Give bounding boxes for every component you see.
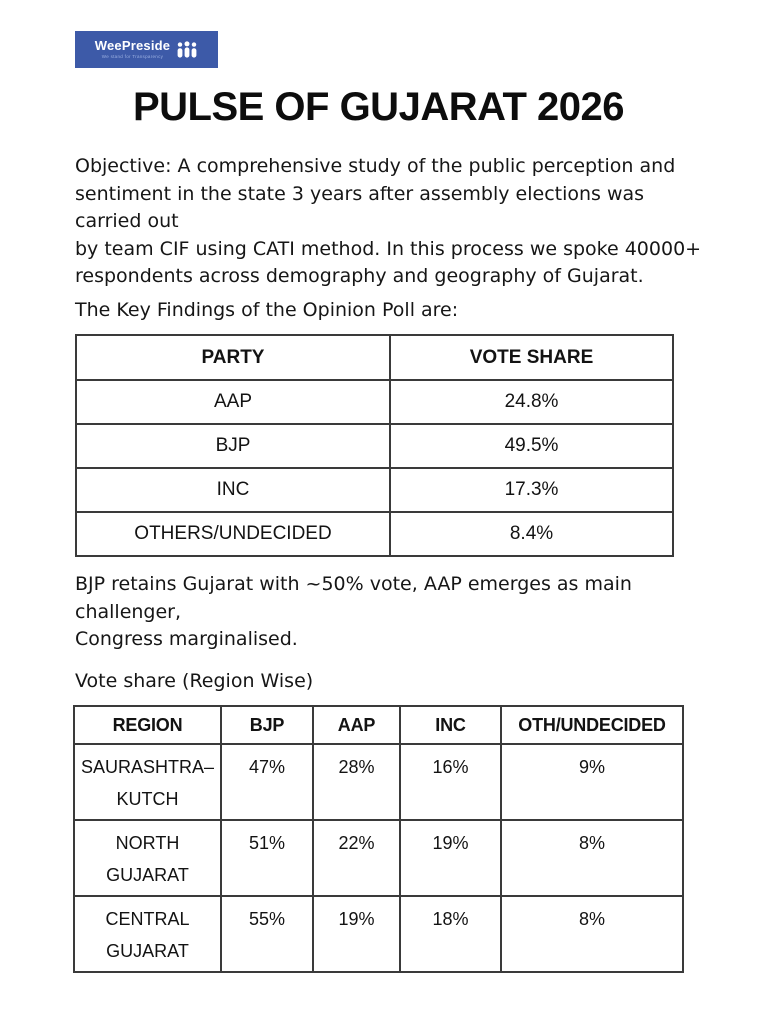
value-cell: 18% — [400, 896, 501, 972]
value-cell: 28% — [313, 744, 400, 820]
region-cell — [74, 896, 221, 972]
value-cell: 8% — [501, 896, 683, 972]
value-cell: 55% — [221, 896, 313, 972]
column-header-aap: AAP — [313, 706, 400, 744]
table-header-row — [74, 706, 683, 744]
key-findings-label: The Key Findings of the Opinion Poll are: — [75, 299, 459, 321]
table-row — [76, 380, 673, 424]
party-cell: BJP — [76, 424, 390, 468]
text-line: by team CIF using CATI method. In this process we spoke 40000+ — [75, 237, 702, 260]
region-vote-share-table — [73, 705, 684, 973]
vote-share-table — [75, 334, 674, 557]
table-row — [74, 820, 683, 896]
table-row — [74, 744, 683, 820]
logo-tagline: We stand for Transparency — [101, 54, 164, 59]
value-cell: 8% — [501, 820, 683, 896]
people-group-icon — [176, 41, 198, 58]
table-row — [74, 896, 683, 972]
page-title: PULSE OF GUJARAT 2026 — [132, 85, 625, 129]
region-cell — [74, 744, 221, 820]
vote-share-cell: 17.3% — [390, 468, 673, 512]
logo — [75, 31, 218, 68]
logo-name: WeePreside — [94, 38, 171, 53]
text-line: GUJARAT — [106, 941, 189, 961]
party-cell: INC — [76, 468, 390, 512]
value-cell: 19% — [313, 896, 400, 972]
value-cell: 51% — [221, 820, 313, 896]
value-cell: 16% — [400, 744, 501, 820]
text-line: Congress marginalised. — [75, 628, 298, 650]
value-cell: 9% — [501, 744, 683, 820]
text-line: NORTH — [115, 833, 180, 853]
party-cell: AAP — [76, 380, 390, 424]
text-line: BJP retains Gujarat with ~50% vote, AAP emerges as main challenger, — [75, 573, 632, 623]
text-line: sentiment in the state 3 years after assembly elections was carried out — [75, 182, 645, 232]
party-cell: OTHERS/UNDECIDED — [76, 512, 390, 556]
column-header-inc: INC — [400, 706, 501, 744]
table-row — [76, 512, 673, 556]
region-cell — [74, 820, 221, 896]
vote-share-cell: 24.8% — [390, 380, 673, 424]
region-table-label: Vote share (Region Wise) — [75, 670, 314, 692]
text-line: SAURASHTRA– — [80, 757, 215, 777]
text-line: respondents across demography and geography of Gujarat. — [75, 265, 644, 287]
value-cell: 22% — [313, 820, 400, 896]
vote-share-cell: 8.4% — [390, 512, 673, 556]
summary-paragraph — [75, 571, 705, 654]
value-cell: 47% — [221, 744, 313, 820]
text-line: CENTRAL — [105, 909, 190, 929]
objective-paragraph — [75, 153, 705, 291]
column-header-party: PARTY — [76, 335, 390, 380]
table-header-row — [76, 335, 673, 380]
column-header-bjp: BJP — [221, 706, 313, 744]
vote-share-cell: 49.5% — [390, 424, 673, 468]
logo-text-block — [95, 39, 170, 60]
text-line: GUJARAT — [106, 865, 189, 885]
text-line: KUTCH — [116, 789, 179, 809]
column-header-oth-undecided: OTH/UNDECIDED — [501, 706, 683, 744]
text-line: Objective: A comprehensive study of the public perception and — [75, 155, 676, 177]
column-header-region: REGION — [74, 706, 221, 744]
table-row — [76, 424, 673, 468]
table-row — [76, 468, 673, 512]
value-cell: 19% — [400, 820, 501, 896]
column-header-vote-share: VOTE SHARE — [390, 335, 673, 380]
